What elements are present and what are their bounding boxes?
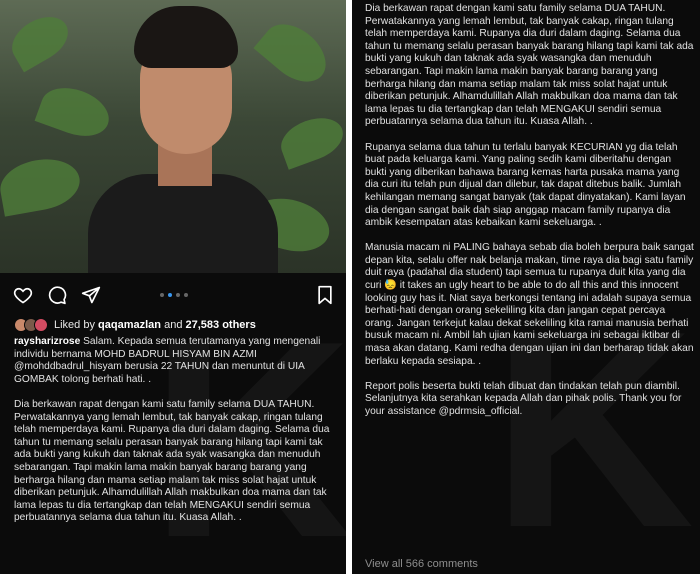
person-hair — [134, 6, 238, 68]
liked-by-user-link[interactable]: qaqamazlan — [98, 319, 162, 331]
likes-text — [54, 319, 256, 331]
plant-leaf — [4, 8, 76, 73]
person-shirt — [88, 174, 278, 273]
caption-username-link[interactable]: raysharizrose — [14, 336, 81, 347]
caption-paragraph: Dia berkawan rapat dengan kami satu family selama DUA TAHUN. Perwatakannya yang lemah lembut, tak banyak cakap, ringan tulang telah memperdaya kami. Rupanya dia duri dalam daging. Selama dua tahun tu memang selalu perasan banyak barang hilang tapi kami tak ada bukti yang kukuh dan taknak ada syak wasangka dan menuduh sebarangan. Tapi makin lama makin banyak barang barang yang berharga hilang dan mama setiap malam tak miss solat hajat untuk diberikan petunjuk. Alhamdulillah Allah makbulkan doa mama dan tak lama lepas tu dia tertangkap dan telah MENGAKUI sendiri semua perbuatannya selama dua tahun itu. Kuasa Allah. . — [14, 398, 330, 524]
likes-connector: and — [164, 319, 183, 331]
likes-count-link[interactable]: 27,583 others — [185, 319, 256, 331]
post-photo[interactable] — [0, 0, 346, 273]
caption-paragraph: Report polis beserta bukti telah dibuat dan tindakan telah pun diambil. Selanjutnya kita serahkan kepada Allah dan pihak polis. Thank you for your assistance @pdrmsia_official. — [365, 380, 682, 417]
carousel-dot-active — [168, 293, 172, 297]
caption-paragraph: Manusia macam ni PALING bahaya sebab dia boleh berpura baik sangat depan kita, selalu offer nak belanja makan, time raya dia bagi satu family duit raya (padahal dia student) tapi semua tu rupanya duit kita yang dia curi 😓 it takes an ugly heart to be able to do all this and this innocent looking guy has it. Niat saya berkongsi tentang ini adalah supaya semua berhati-hati dengan orang sekeliling kita dan jangan cepat percaya orang. Jangan terkejut kalau dekat sekeliling kita ramai manusia berhati busuk macam ni. Ambil lah ujian kami sekeluarga ini sebagai iktibar di masa akan datang. Kami redha dengan ujian ini dan berharap tidak akan berlaku kepada sesiapa. . — [365, 242, 694, 367]
bookmark-icon[interactable] — [314, 284, 336, 306]
plant-leaf — [0, 153, 84, 216]
carousel-indicator — [160, 293, 188, 297]
share-icon[interactable] — [80, 284, 102, 306]
carousel-dot — [176, 293, 180, 297]
likes-prefix: Liked by — [54, 319, 95, 331]
post-action-bar — [0, 278, 346, 312]
carousel-dot — [184, 293, 188, 297]
right-caption-panel — [352, 0, 700, 574]
view-all-comments-link[interactable]: View all 566 comments — [365, 558, 478, 570]
post-caption — [14, 336, 342, 538]
caption-paragraph: Rupanya selama dua tahun tu terlalu banyak KECURIAN yg dia telah buat pada keluarga kami. Yang paling sedih kami diberitahu dengan bukti yang diberikan bahawa barang kemas harta pusaka mama yang dia curi itu telah pun dijual dan dilebur, tak dapat ditebus balik. Jumlah kehilangan memang sangat banyak (tak dapat dinyatakan). Kami layan dia dengan sangat baik dah siap anggap macam family rupanya dia ambik kesempatan atas kebaikan kami sekeluarga. . — [365, 141, 686, 229]
plant-leaf — [275, 110, 346, 169]
carousel-dot — [160, 293, 164, 297]
person-figure — [112, 6, 252, 273]
caption-continued — [365, 3, 695, 431]
comment-icon[interactable] — [46, 284, 68, 306]
likes-summary — [14, 318, 256, 332]
avatar — [34, 318, 48, 332]
caption-paragraph: Dia berkawan rapat dengan kami satu family selama DUA TAHUN. Perwatakannya yang lemah lembut, tak banyak cakap, ringan tulang telah memperdaya kami. Rupanya dia duri dalam daging. Selama dua tahun tu memang selalu perasan banyak barang hilang tapi kami tak ada bukti yang kukuh dan taknak ada syak wasangka dan menuduh sebarangan. Tapi makin lama makin banyak barang barang yang berharga hilang dan mama setiap malam tak miss solat hajat untuk diberikan petunjuk. Alhamdulillah Allah makbulkan doa mama dan tak lama lepas tu dia tertangkap dan telah MENGAKUI sendiri semua perbuatannya selama dua tahun itu. Kuasa Allah. . — [365, 3, 694, 128]
left-post-panel — [0, 0, 346, 574]
plant-leaf — [253, 13, 336, 93]
caption-intro: Salam. Kepada semua terutamanya yang mengenali individu bernama MOHD BADRUL HISYAM BIN AZMI @mohddbadrul_hisyam berusia 22 TAHUN dan menuntut di UIA GOMBAK tolong berhati hati. . — [14, 336, 321, 385]
plant-leaf — [35, 79, 116, 144]
heart-icon[interactable] — [12, 284, 34, 306]
